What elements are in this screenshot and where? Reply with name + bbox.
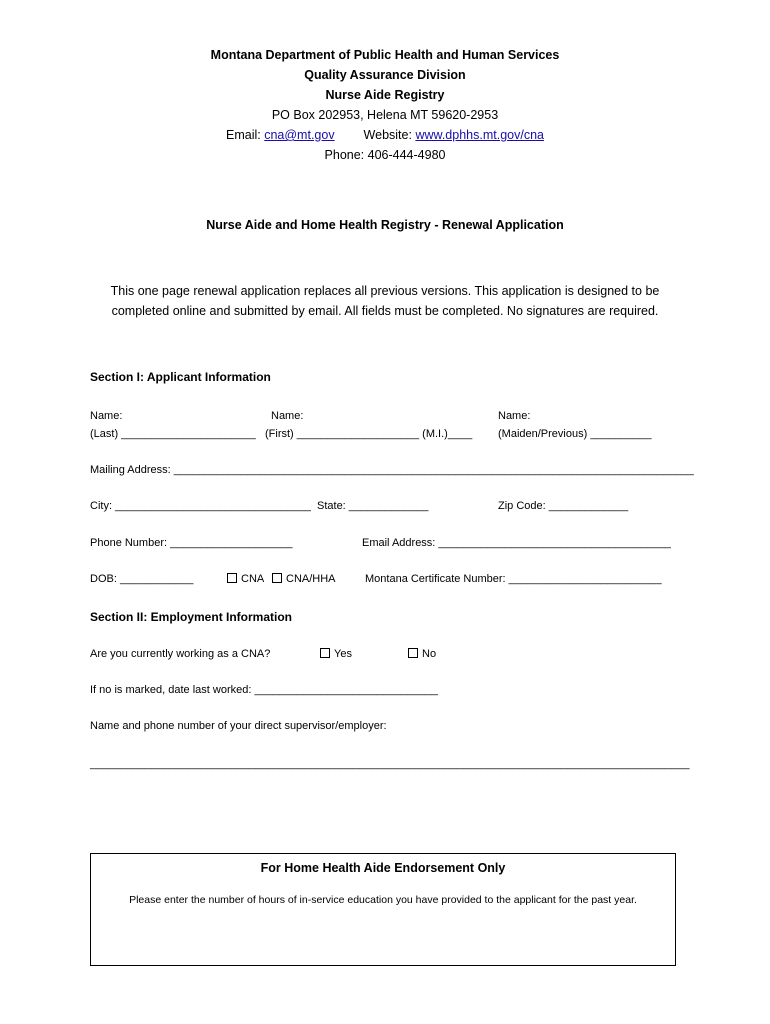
name-first-label: Name: — [271, 410, 304, 422]
intro-line-1: This one page renewal application replaces all previous versions. This application is designed to be — [110, 284, 660, 298]
hha-box-title: For Home Health Aide Endorsement Only — [260, 861, 506, 875]
name-maiden-label: Name: — [498, 410, 531, 422]
zip-field[interactable]: Zip Code: _____________ — [498, 500, 629, 512]
phone-field[interactable]: Phone Number: ____________________ — [90, 537, 293, 549]
yes-checkbox[interactable] — [320, 648, 330, 658]
date-last-worked-field[interactable]: If no is marked, date last worked: ______________________________ — [90, 684, 438, 696]
no-label: No — [422, 648, 437, 660]
website-label: Website: — [363, 128, 412, 142]
agency-name: Montana Department of Public Health and Human Services — [210, 48, 560, 62]
email-field[interactable]: Email Address: ______________________________________ — [362, 537, 671, 549]
no-option[interactable] — [408, 648, 436, 660]
email-link[interactable]: cna@mt.gov — [264, 128, 335, 142]
name-last-field[interactable]: (Last) ______________________ — [90, 428, 256, 440]
mailing-address-field[interactable]: Mailing Address: _____________________________________________________________________________________ — [90, 464, 694, 476]
section1-title: Section I: Applicant Information — [90, 370, 271, 384]
yes-option[interactable] — [320, 648, 352, 660]
supervisor-label: Name and phone number of your direct supervisor/employer: — [90, 720, 387, 732]
cna-hha-label: CNA/HHA — [286, 573, 336, 585]
website-link[interactable]: www.dphhs.mt.gov/cna — [415, 128, 544, 142]
dob-field[interactable]: DOB: ____________ — [90, 573, 194, 585]
mailing-address: PO Box 202953, Helena MT 59620-2953 — [271, 108, 499, 122]
certificate-field[interactable]: Montana Certificate Number: _________________________ — [365, 573, 662, 585]
cna-hha-option[interactable] — [272, 573, 336, 585]
cna-checkbox[interactable] — [227, 573, 237, 583]
division-name: Quality Assurance Division — [304, 68, 466, 82]
registry-name: Nurse Aide Registry — [325, 88, 445, 102]
hha-box-text: Please enter the number of hours of in-service education you have provided to the applicant for the past year. — [129, 894, 637, 906]
email-label: Email: — [226, 128, 261, 142]
intro-line-2: completed online and submitted by email. All fields must be completed. No signatures are required. — [111, 304, 659, 318]
supervisor-field[interactable]: __________________________________________________________________________________________________ — [90, 758, 690, 770]
phone-line: Phone: 406-444-4980 — [324, 148, 446, 162]
yes-label: Yes — [334, 648, 352, 660]
state-field[interactable]: State: _____________ — [317, 500, 429, 512]
form-title: Nurse Aide and Home Health Registry - Renewal Application — [206, 218, 564, 232]
cna-hha-checkbox[interactable] — [272, 573, 282, 583]
name-last-label: Name: — [90, 410, 123, 422]
cna-label: CNA — [241, 573, 265, 585]
contact-line — [0, 128, 770, 142]
city-field[interactable]: City: ________________________________ — [90, 500, 311, 512]
hha-endorsement-box — [90, 853, 676, 966]
cna-option[interactable] — [227, 573, 264, 585]
section2-title: Section II: Employment Information — [90, 610, 293, 624]
no-checkbox[interactable] — [408, 648, 418, 658]
name-maiden-field[interactable]: (Maiden/Previous) __________ — [498, 428, 652, 440]
working-question: Are you currently working as a CNA? — [90, 648, 271, 660]
name-first-field[interactable]: (First) ____________________ (M.I.)____ — [265, 428, 473, 440]
